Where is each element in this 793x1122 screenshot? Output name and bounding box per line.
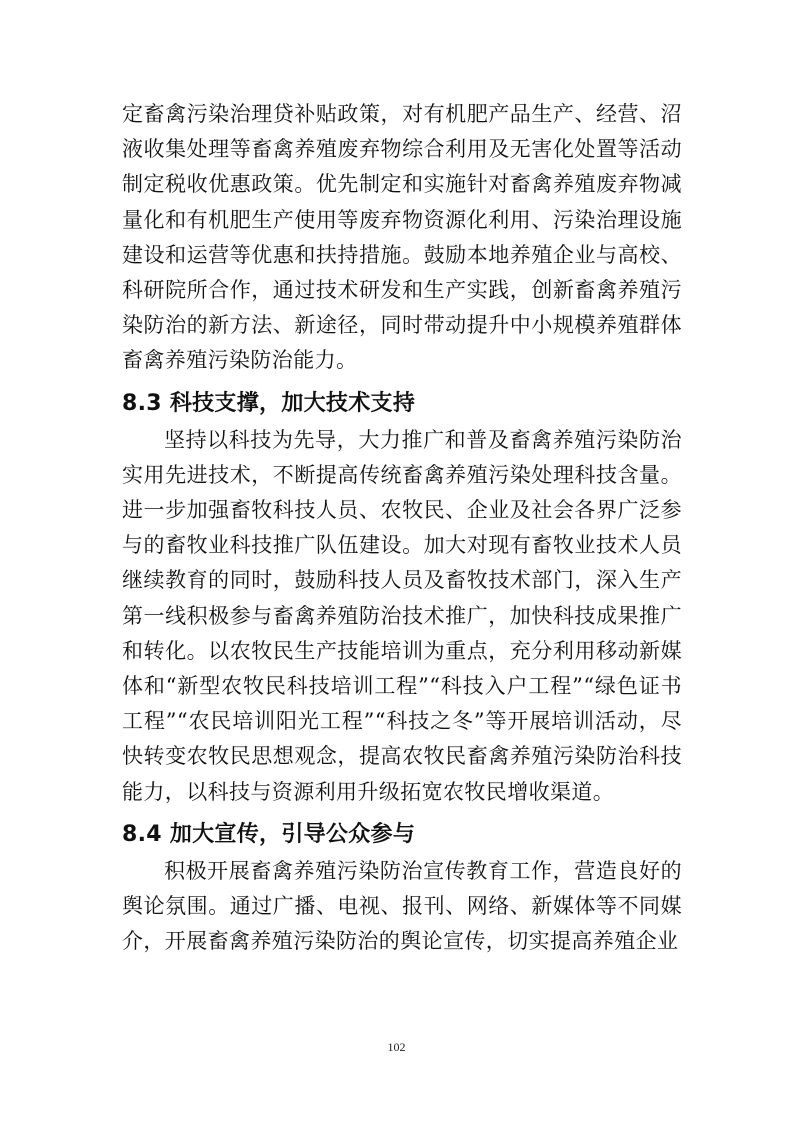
section-heading-8-3: 8.3 科技支撑，加大技术支持 bbox=[122, 390, 416, 416]
paragraph-policy-support: 定畜禽污染治理贷补贴政策，对有机肥产品生产、经营、沼液收集处理等畜禽养殖废弃物综合利用及无害化处置等活动制定税收优惠政策。优先制定和实施针对畜禽养殖废弃物减量化和有机肥生产使用等废弃物资源化利用、污染治理设施建设和运营等优惠和扶持措施。鼓励本地养殖企业与高校、科研院所合作，通过技术研发和生产实践，创新畜禽养殖污染防治的新方法、新途径，同时带动提升中小规模养殖群体畜禽养殖污染防治能力。 bbox=[122, 102, 682, 373]
paragraph-publicity: 积极开展畜禽养殖污染防治宣传教育工作，营造良好的舆论氛围。通过广播、电视、报刊、网络、新媒体等不同媒介，开展畜禽养殖污染防治的舆论宣传，切实提高养殖企业 bbox=[122, 858, 682, 954]
section-heading-8-4: 8.4 加大宣传，引导公众参与 bbox=[122, 821, 416, 847]
page-body bbox=[122, 97, 682, 959]
page-number: 102 bbox=[387, 1040, 406, 1054]
paragraph-tech-support: 坚持以科技为先导，大力推广和普及畜禽养殖污染防治实用先进技术，不断提高传统畜禽养殖污染处理科技含量。进一步加强畜牧科技人员、农牧民、企业及社会各界广泛参与的畜牧业科技推广队伍建设。加大对现有畜牧业技术人员继续教育的同时，鼓励科技人员及畜牧技术部门，深入生产第一线积极参与畜禽养殖防治技术推广，加快科技成果推广和转化。以农牧民生产技能培训为重点，充分利用移动新媒体和“新型农牧民科技培训工程”“科技入户工程”“绿色证书工程”“农民培训阳光工程”“科技之冬”等开展培训活动，尽快转变农牧民思想观念，提高农牧民畜禽养殖污染防治科技能力，以科技与资源利用升级拓宽农牧民增收渠道。 bbox=[122, 427, 682, 804]
